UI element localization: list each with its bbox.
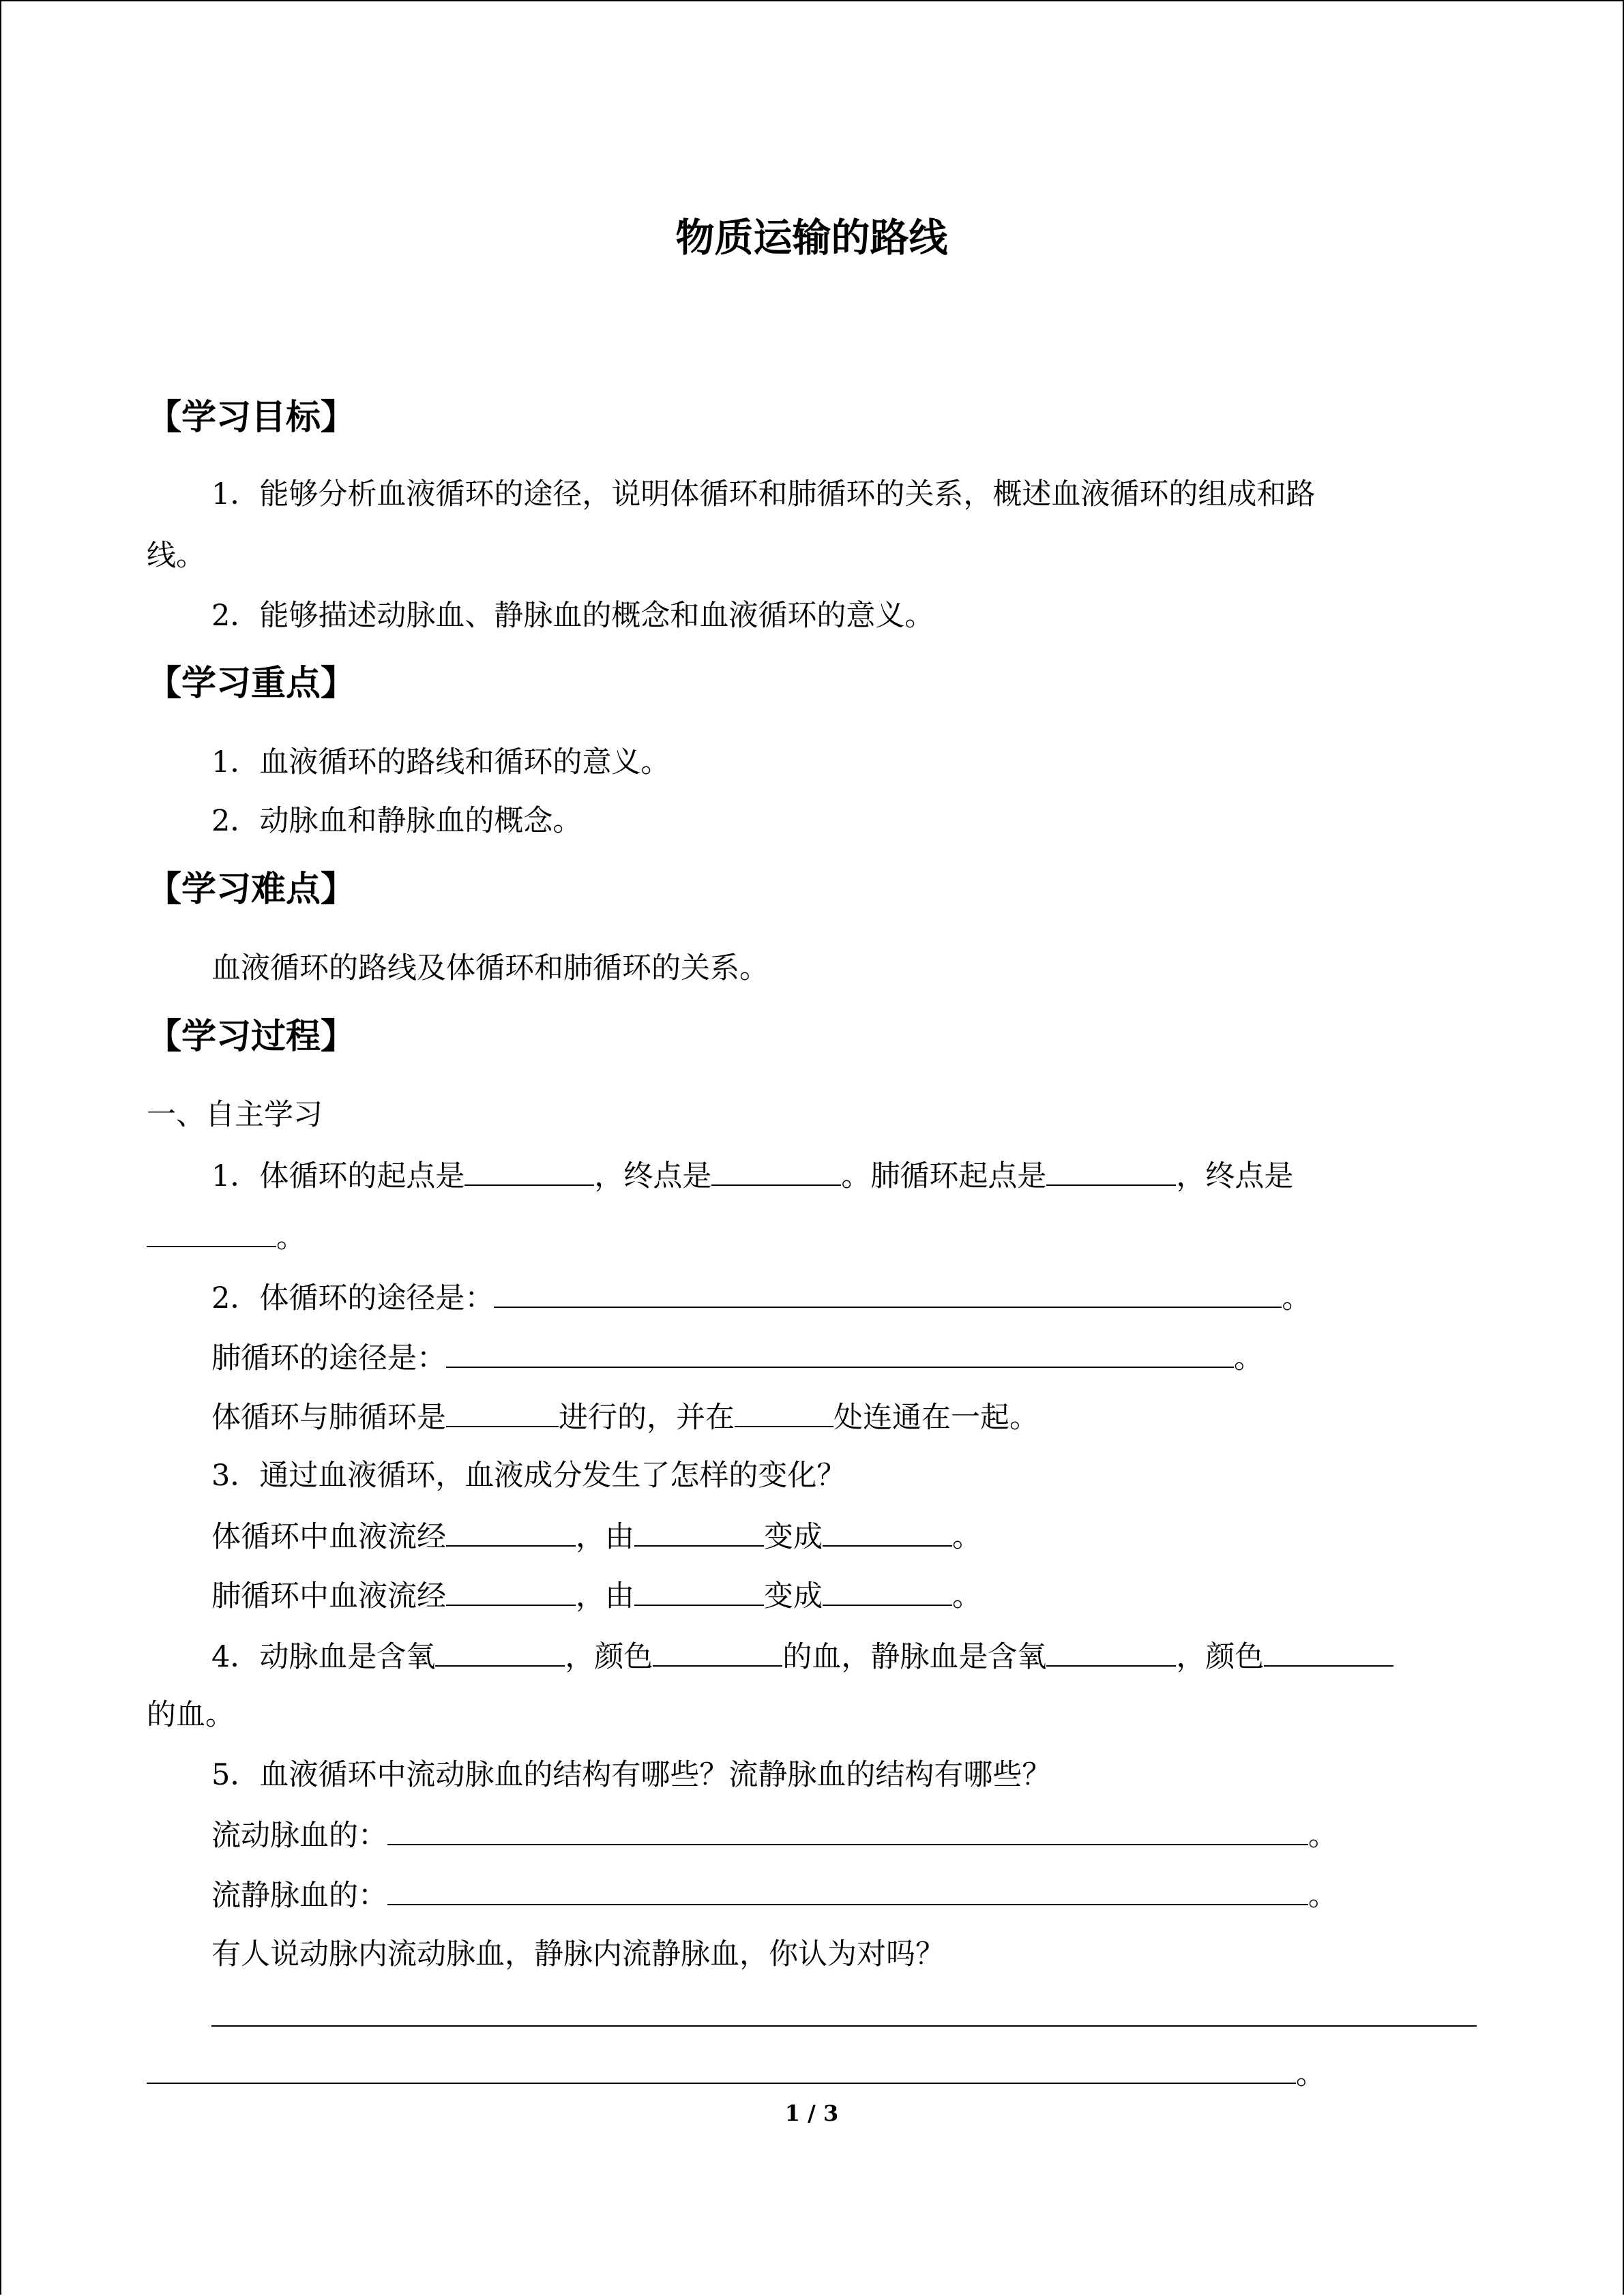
question-3-line-1: 3．通过血液循环，血液成分发生了怎样的变化？ <box>211 1459 846 1493</box>
q2-text-2: 肺循环的途径是： <box>211 1341 446 1375</box>
fill-blank[interactable] <box>711 1154 841 1186</box>
q1-text-2: ，终点是 <box>594 1159 712 1193</box>
answer-blank[interactable] <box>387 1814 1308 1845</box>
q5-arterial-label: 流动脉血的： <box>211 1819 387 1853</box>
q4-text-b: ，颜色 <box>565 1640 653 1674</box>
question-2-line-2 <box>211 1337 1263 1379</box>
q2-text-3b: 进行的，并在 <box>559 1401 735 1435</box>
fill-blank[interactable] <box>1046 1154 1176 1186</box>
q1-text-1: 1．体循环的起点是 <box>211 1159 465 1193</box>
q2-text-3c: 处连通在一起。 <box>833 1401 1039 1435</box>
fill-blank[interactable] <box>634 1515 764 1547</box>
q2-text-1: 2．体循环的途径是： <box>211 1281 494 1315</box>
q2-text-3a: 体循环与肺循环是 <box>211 1401 446 1435</box>
section-heading-key-points: 【学习重点】 <box>147 664 356 704</box>
q3-pul-a: 肺循环中血液流经 <box>211 1579 446 1613</box>
fill-blank[interactable] <box>1264 1635 1393 1667</box>
q1-text-4: ，终点是 <box>1176 1159 1294 1193</box>
period: 。 <box>1282 1281 1312 1315</box>
objective-2: 2．能够描述动脉血、静脉血的概念和血液循环的意义。 <box>211 599 934 633</box>
fill-blank[interactable] <box>634 1575 764 1606</box>
question-3-systemic <box>211 1515 981 1557</box>
question-5-line-1: 5．血液循环中流动脉血的结构有哪些？流静脉血的结构有哪些？ <box>211 1758 1052 1792</box>
fill-blank[interactable] <box>823 1575 952 1606</box>
page-title: 物质运输的路线 <box>675 215 948 260</box>
fill-blank[interactable] <box>823 1515 952 1547</box>
q4-text-a: 4．动脉血是含氧 <box>211 1640 436 1674</box>
answer-line-1 <box>211 1995 1477 2038</box>
answer-blank[interactable] <box>446 1337 1234 1368</box>
answer-blank[interactable] <box>211 1995 1477 2027</box>
q5-venous-label: 流静脉血的： <box>211 1879 387 1913</box>
period: 。 <box>952 1579 981 1613</box>
q1-text-5: 。 <box>276 1221 306 1255</box>
difficulty-text: 血液循环的路线及体循环和肺循环的关系。 <box>211 951 769 985</box>
fill-blank[interactable] <box>446 1396 559 1427</box>
answer-line-2 <box>147 2053 1325 2095</box>
question-4-line-1 <box>211 1635 1393 1678</box>
answer-blank[interactable] <box>147 2053 1296 2084</box>
fill-blank[interactable] <box>735 1396 833 1427</box>
question-5-venous <box>211 1874 1338 1916</box>
fill-blank[interactable] <box>147 1216 276 1247</box>
q3-sys-c: 变成 <box>764 1520 823 1554</box>
question-5-opinion: 有人说动脉内流动脉血，静脉内流静脉血，你认为对吗？ <box>211 1937 945 1971</box>
question-1-line-2 <box>147 1216 306 1258</box>
question-2-line-3 <box>211 1396 1039 1438</box>
answer-blank[interactable] <box>387 1874 1308 1905</box>
question-1-line-1 <box>211 1154 1293 1197</box>
period: 。 <box>1296 2057 1325 2091</box>
objective-1-line-1: 1．能够分析血液循环的途径，说明体循环和肺循环的关系，概述血液循环的组成和路 <box>211 477 1316 511</box>
objective-1-line-2: 线。 <box>147 539 205 573</box>
key-point-2: 2．动脉血和静脉血的概念。 <box>211 804 582 838</box>
period: 。 <box>952 1520 981 1554</box>
period: 。 <box>1308 1879 1338 1913</box>
self-study-heading: 一、自主学习 <box>147 1098 323 1132</box>
q4-text-d: ，颜色 <box>1176 1640 1265 1674</box>
question-4-line-2: 的血。 <box>147 1698 235 1732</box>
question-5-arterial <box>211 1814 1338 1856</box>
q3-sys-b: ，由 <box>576 1520 634 1554</box>
answer-blank[interactable] <box>494 1277 1282 1308</box>
q4-text-c: 的血，静脉血是含氧 <box>782 1640 1047 1674</box>
q3-pul-c: 变成 <box>764 1579 823 1613</box>
q1-text-3: 。肺循环起点是 <box>841 1159 1047 1193</box>
fill-blank[interactable] <box>653 1635 782 1667</box>
question-3-pulmonary <box>211 1575 981 1617</box>
period: 。 <box>1234 1341 1263 1375</box>
q3-pul-b: ，由 <box>576 1579 634 1613</box>
key-point-1: 1．血液循环的路线和循环的意义。 <box>211 745 670 779</box>
section-heading-objectives: 【学习目标】 <box>147 398 356 438</box>
fill-blank[interactable] <box>446 1575 576 1606</box>
question-2-line-1 <box>211 1277 1311 1319</box>
fill-blank[interactable] <box>464 1154 594 1186</box>
fill-blank[interactable] <box>435 1635 565 1667</box>
section-heading-difficulties: 【学习难点】 <box>147 869 356 910</box>
section-heading-process: 【学习过程】 <box>147 1017 356 1057</box>
period: 。 <box>1308 1819 1338 1853</box>
page-number: 1 / 3 <box>784 2100 839 2126</box>
q3-sys-a: 体循环中血液流经 <box>211 1520 446 1554</box>
fill-blank[interactable] <box>1046 1635 1176 1667</box>
fill-blank[interactable] <box>446 1515 576 1547</box>
